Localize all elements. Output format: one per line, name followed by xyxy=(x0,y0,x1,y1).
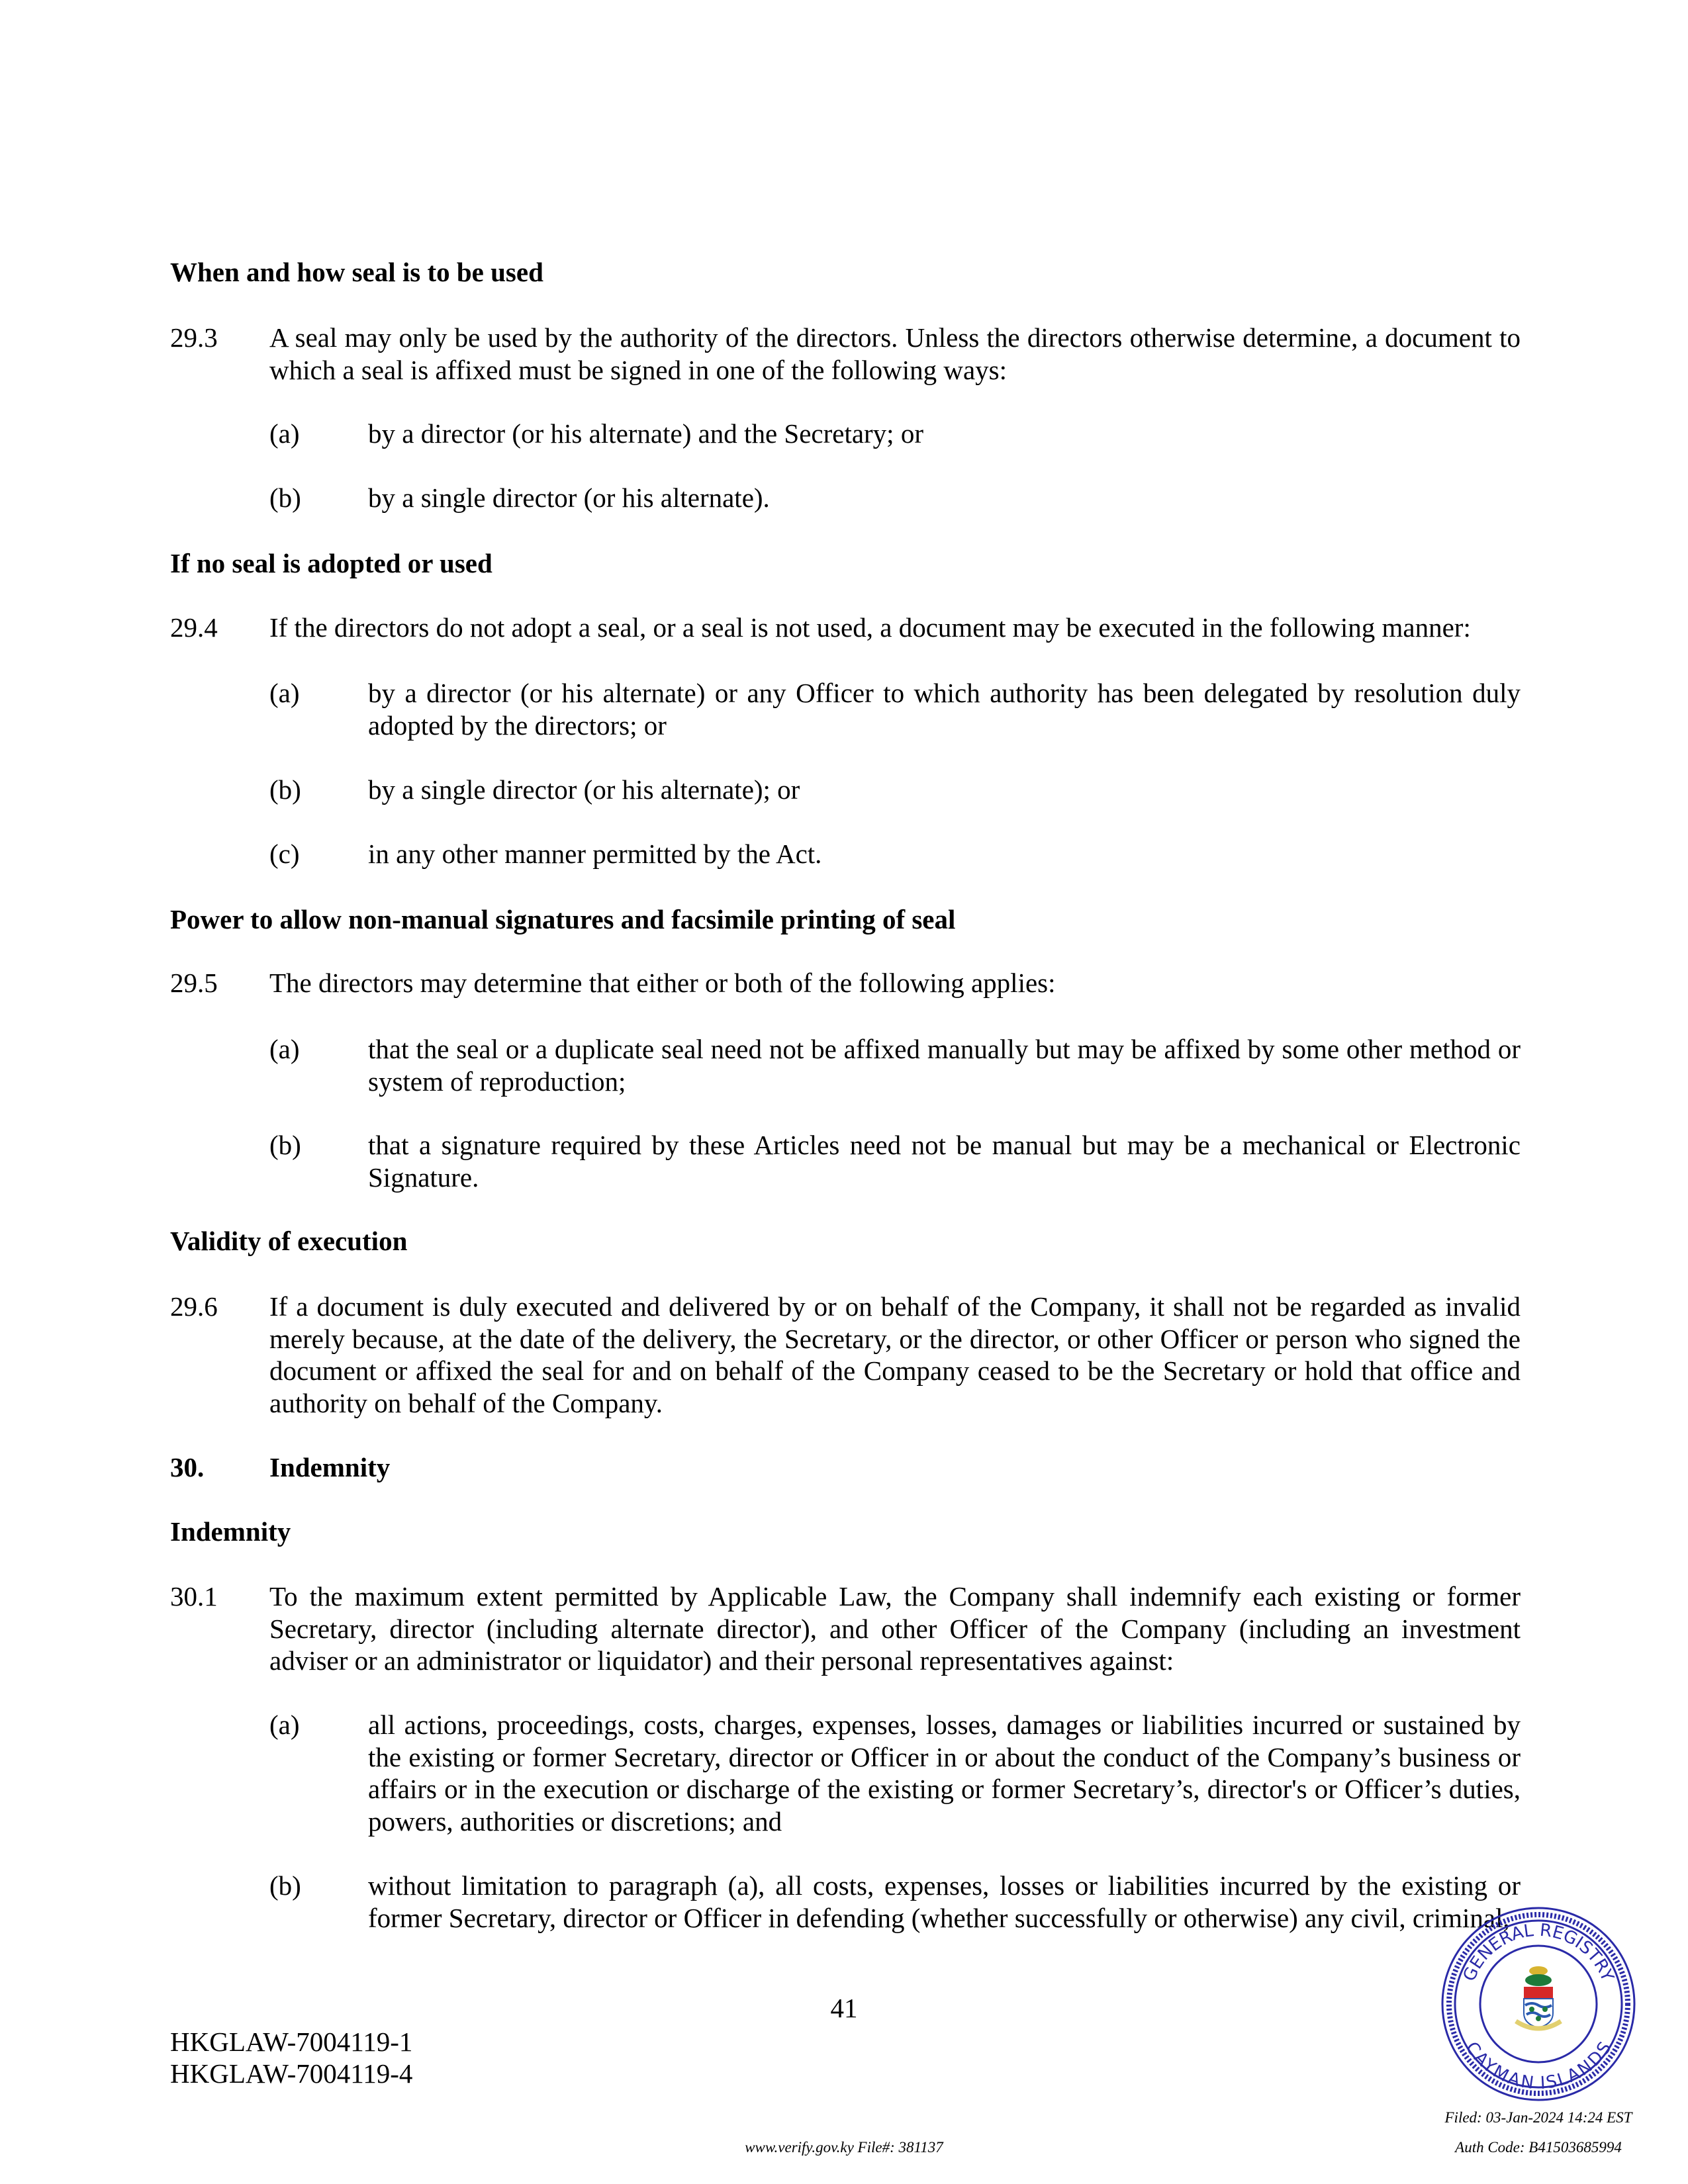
item-label: (b) xyxy=(269,1870,301,1901)
seal-top-text: GENERAL REGISTRY xyxy=(1459,1920,1618,1985)
clause-text: To the maximum extent permitted by Applicable Law, the Company shall indemnify each existing or former Secretary, director (including alternate director), and other Officer of the Company (including an investment adviser or an administrator or liquidator) and their personal representatives against: xyxy=(269,1581,1521,1676)
section-number: 30. xyxy=(170,1452,205,1482)
general-registry-seal xyxy=(1439,1905,1638,2103)
seal-bottom-text: CAYMAN ISLANDS xyxy=(1461,2038,1616,2094)
clause-number: 29.4 xyxy=(170,612,218,643)
heading-validity: Validity of execution xyxy=(170,1226,408,1256)
document-reference: HKGLAW-7004119-4 xyxy=(170,2058,413,2089)
document-reference: HKGLAW-7004119-1 xyxy=(170,2026,413,2057)
coat-of-arms-icon xyxy=(1516,1966,1561,2028)
item-label: (a) xyxy=(269,418,300,449)
item-text: all actions, proceedings, costs, charges, expenses, losses, damages or liabilities incurred or sustained by the existing or former Secretary, director or Officer in or about the conduct of the Company’s business or affairs or in the execution or discharge of the existing or former Secretary’s, director's or Officer’s duties, powers, authorities or discretions; and xyxy=(368,1709,1521,1837)
item-text: that a signature required by these Articles need not be manual but may be a mechanical or Electronic Signature. xyxy=(368,1130,1521,1193)
clause-number: 29.3 xyxy=(170,322,218,353)
auth-code: Auth Code: B41503685994 xyxy=(1455,2139,1622,2156)
clause-text: A seal may only be used by the authority of the directors. Unless the directors otherwise determine, a document to which a seal is affixed must be signed in one of the following ways: xyxy=(269,322,1521,385)
section-title: Indemnity xyxy=(269,1452,391,1482)
verify-link[interactable]: www.verify.gov.ky File#: 381137 xyxy=(745,2139,943,2156)
item-label: (a) xyxy=(269,1709,300,1740)
item-text: in any other manner permitted by the Act. xyxy=(368,839,822,869)
item-text: without limitation to paragraph (a), all costs, expenses, losses or liabilities incurred by the existing or former Secretary, director or Officer in defending (whether successfully or otherwise) any civil, criminal, xyxy=(368,1870,1521,1933)
heading-seal-use: When and how seal is to be used xyxy=(170,257,543,287)
item-label: (a) xyxy=(269,1034,300,1064)
item-text: by a director (or his alternate) and the Secretary; or xyxy=(368,418,923,449)
heading-no-seal: If no seal is adopted or used xyxy=(170,548,492,578)
heading-non-manual-signatures: Power to allow non-manual signatures and facsimile printing of seal xyxy=(170,904,956,934)
item-text: by a single director (or his alternate); or xyxy=(368,774,800,805)
clause-text: If a document is duly executed and delivered by or on behalf of the Company, it shall not be regarded as invalid merely because, at the date of the delivery, the Secretary, or the director, or other Officer or person who signed the document or affixed the seal for and on behalf of the Company ceased to be the Secretary or hold that office and authority on behalf of the Company. xyxy=(269,1291,1521,1418)
item-text: by a director (or his alternate) or any Officer to which authority has been delegated by resolution duly adopted by the directors; or xyxy=(368,678,1521,741)
filed-timestamp: Filed: 03-Jan-2024 14:24 EST xyxy=(1444,2109,1632,2126)
clause-text: If the directors do not adopt a seal, or a seal is not used, a document may be executed in the following manner: xyxy=(269,612,1471,643)
item-label: (b) xyxy=(269,482,301,513)
item-text: by a single director (or his alternate). xyxy=(368,482,770,513)
clause-number: 29.5 xyxy=(170,968,218,998)
item-label: (c) xyxy=(269,839,300,869)
item-label: (a) xyxy=(269,678,300,708)
item-label: (b) xyxy=(269,774,301,805)
page-number: 41 xyxy=(830,1993,858,2023)
clause-number: 29.6 xyxy=(170,1291,218,1322)
clause-text: The directors may determine that either or both of the following applies: xyxy=(269,968,1056,998)
item-label: (b) xyxy=(269,1130,301,1160)
item-text: that the seal or a duplicate seal need not be affixed manually but may be affixed by some other method or system of reproduction; xyxy=(368,1034,1521,1097)
heading-indemnity: Indemnity xyxy=(170,1516,291,1547)
clause-number: 30.1 xyxy=(170,1581,218,1612)
